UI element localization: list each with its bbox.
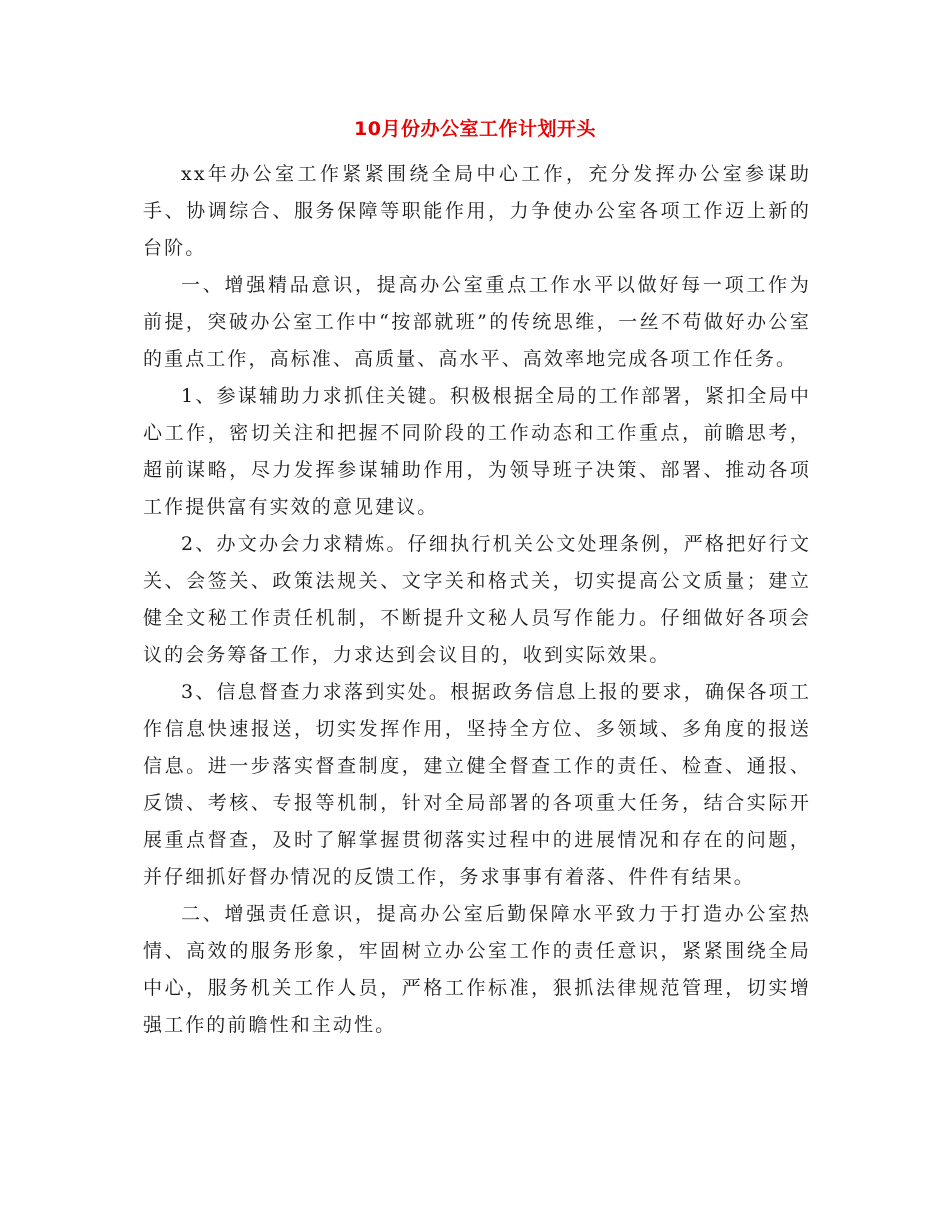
- paragraph-intro: xx年办公室工作紧紧围绕全局中心工作，充分发挥办公室参谋助手、协调综合、服务保障等职能作用，力争使办公室各项工作迈上新的台阶。: [143, 163, 811, 259]
- document-title: 10月份办公室工作计划开头: [354, 118, 596, 140]
- paragraph-item-2: 2、办文办会力求精炼。仔细执行机关公文处理条例，严格把好行文关、会签关、政策法规关、文字关和格式关，切实提高公文质量；建立健全文秘工作责任机制，不断提升文秘人员写作能力。仔细做好各项会议的会务筹备工作，力求达到会议目的，收到实际效果。: [143, 533, 811, 666]
- paragraph-section-1: 一、增强精品意识，提高办公室重点工作水平以做好每一项工作为前提，突破办公室工作中“按部就班”的传统思维，一丝不苟做好办公室的重点工作，高标准、高质量、高水平、高效率地完成各项工作任务。: [143, 274, 811, 370]
- paragraph-item-1: 1、参谋辅助力求抓住关键。积极根据全局的工作部署，紧扣全局中心工作，密切关注和把握不同阶段的工作动态和工作重点，前瞻思考，超前谋略，尽力发挥参谋辅助作用，为领导班子决策、部署、推动各项工作提供富有实效的意见建议。: [143, 385, 811, 518]
- document-body: [143, 156, 811, 1044]
- paragraph-section-2: 二、增强责任意识，提高办公室后勤保障水平致力于打造办公室热情、高效的服务形象，牢固树立办公室工作的责任意识，紧紧围绕全局中心，服务机关工作人员，严格工作标准，狠抓法律规范管理，切实增强工作的前瞻性和主动性。: [143, 903, 811, 1036]
- paragraph-item-3: 3、信息督查力求落到实处。根据政务信息上报的要求，确保各项工作信息快速报送，切实发挥作用，坚持全方位、多领域、多角度的报送信息。进一步落实督查制度，建立健全督查工作的责任、检查、通报、反馈、考核、专报等机制，针对全局部署的各项重大任务，结合实际开展重点督查，及时了解掌握贯彻落实过程中的进展情况和存在的问题，并仔细抓好督办情况的反馈工作，务求事事有着落、件件有结果。: [143, 681, 811, 888]
